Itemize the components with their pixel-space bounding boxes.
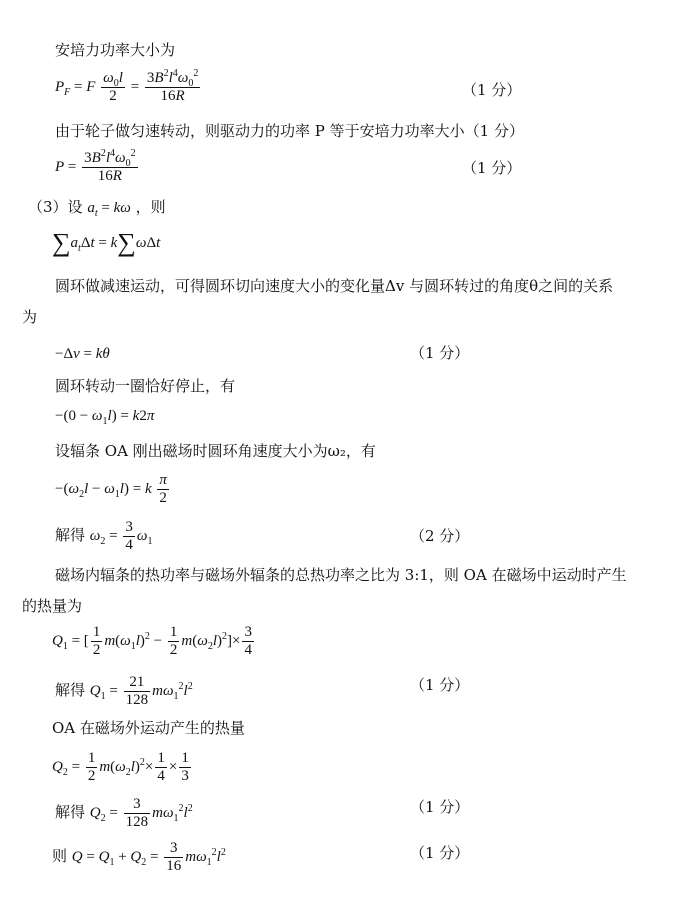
solve-label-1: 解得: [55, 525, 86, 544]
score-2: （1 分）: [462, 159, 522, 177]
text-line-heat-ratio: 磁场内辐条的热功率与磁场外辐条的总热功率之比为 3:1，则 OA 在磁场中运动时产生: [55, 566, 627, 584]
text-line-solve-w2: [55, 519, 152, 554]
equation-sum: $\sum a_t\Delta t = k\sum\omega\Delta t$: [52, 228, 161, 257]
equation-spoke-exit: $-(\omega_2l - \omega_1l) = k$ $\frac{\pi}{2}$: [55, 472, 167, 506]
equation-q1-result: $Q_1$ = $\frac{21}{128}$ $m\omega_1^2l^2$: [89, 674, 193, 708]
text-line-one-turn: 圆环转动一圈恰好停止，有: [55, 377, 236, 395]
part3-label: （3）设: [28, 198, 83, 216]
total-label: 则: [52, 846, 68, 865]
text-line-power-intro: 安培力功率大小为: [55, 41, 176, 59]
score-5: （1 分）: [410, 676, 470, 694]
score-4: （2 分）: [410, 527, 470, 545]
equation-q2: $Q_2$ = $\frac{1}{2}$ $m(\omega_2l)^2\times$ $\frac{1}{4}$ × $\frac{1}{3}$: [52, 750, 189, 784]
text-line-solve-q1: [55, 674, 193, 709]
equation-at: $a_t = k\omega$: [87, 200, 131, 219]
solve-label-2: 解得: [55, 680, 86, 699]
equation-pf: $P_F = F$ $\frac{\omega_0l}{2}$ = $\frac{3B^2l^4\omega_0^2}{16R}$: [55, 68, 199, 104]
equation-p: P = $\frac{3B^2l^4\omega_0^2}{16R}$: [55, 148, 136, 184]
score-1: （1 分）: [462, 81, 522, 99]
text-line-deceleration: 圆环做减速运动，可得圆环切向速度大小的变化量Δv 与圆环转过的角度θ之间的关系: [55, 277, 614, 295]
equation-dv: −Δv = kθ: [55, 346, 110, 362]
equation-q1: $Q_1$ = [ $\frac{1}{2}$ $m(\omega_1l)^2$ − $\frac{1}{2}$ $m(\omega_2l)^2]\times$ $\frac{3}{4}$: [52, 624, 252, 658]
text-line-outside-heat: OA 在磁场外运动产生的热量: [52, 719, 245, 737]
score-3: （1 分）: [410, 344, 470, 362]
score-6: （1 分）: [410, 798, 470, 816]
text-line-heat-ratio-cont: 的热量为: [22, 597, 83, 615]
equation-q2-result: $Q_2$ = $\frac{3}{128}$ $m\omega_1^2l^2$: [89, 796, 193, 830]
text-line-deceleration-cont: 为: [22, 308, 38, 326]
text-line-total-q: [52, 840, 226, 875]
score-7: （1 分）: [410, 844, 470, 862]
equation-one-turn: $-(0 - \omega_1l) = k2\pi$: [55, 408, 155, 427]
part3-then: ，则: [135, 198, 166, 216]
text-line-part3: [28, 197, 166, 217]
equation-w2: $\omega_2$ = $\frac{3}{4}$ $\omega_1$: [89, 519, 153, 553]
solve-label-3: 解得: [55, 802, 86, 821]
text-line-solve-q2: [55, 796, 193, 831]
text-line-uniform-rotation: 由于轮子做匀速转动，则驱动力的功率 P 等于安培力功率大小（1 分）: [55, 122, 524, 140]
equation-total-q: $Q = Q_1 + Q_2$ = $\frac{3}{16}$ $m\omega_1^2l^2$: [71, 840, 226, 874]
text-line-spoke-exit: 设辐条 OA 刚出磁场时圆环角速度大小为ω₂，有: [55, 442, 376, 460]
